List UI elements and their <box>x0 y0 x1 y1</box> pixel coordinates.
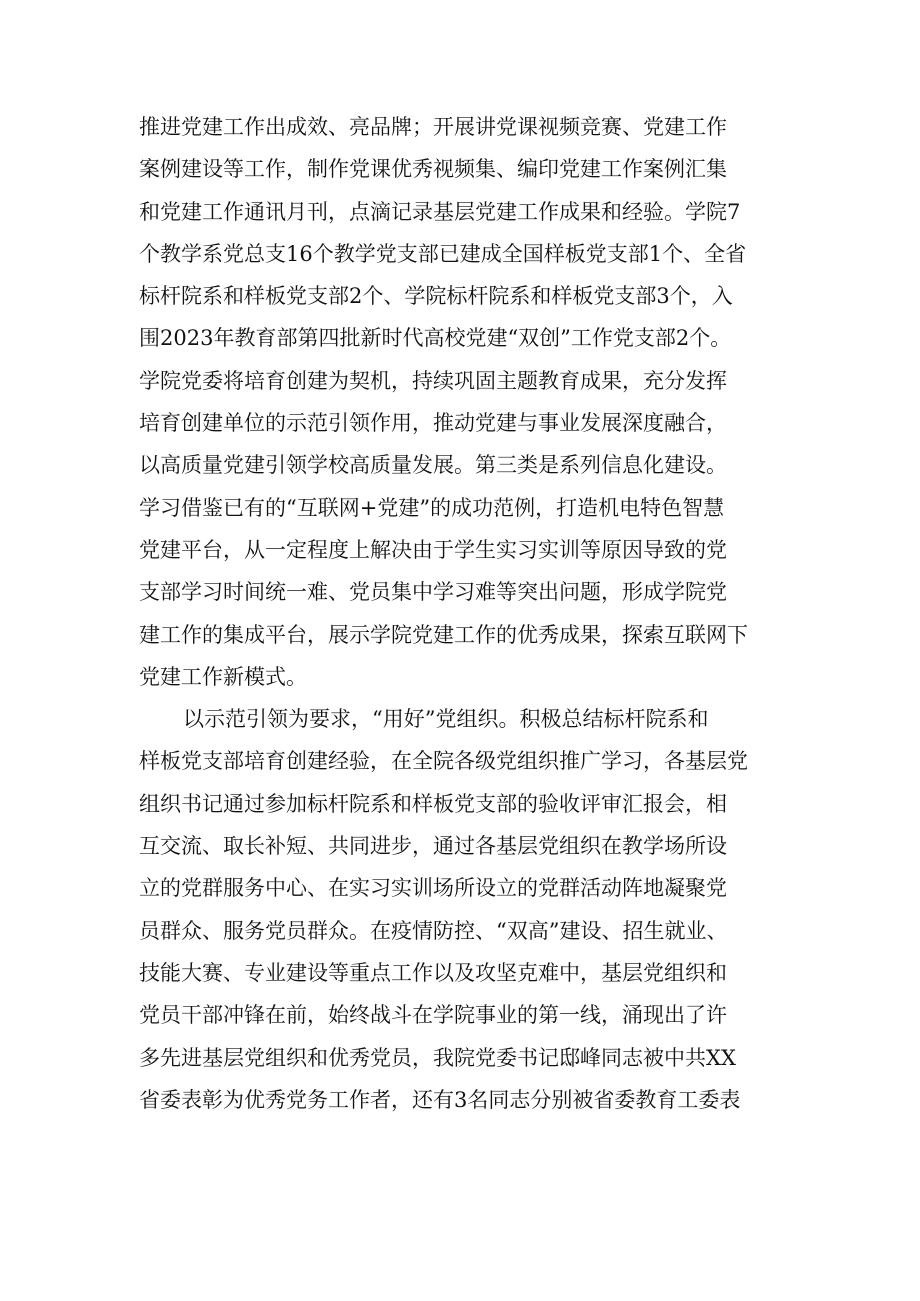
text-line: 技能大赛、专业建设等重点工作以及攻坚克难中，基层党组织和 <box>139 960 727 985</box>
text-line: 省委表彰为优秀党务工作者，还有3名同志分别被省委教育工委表 <box>139 1087 741 1112</box>
text-line: 标杆院系和样板党支部2个、学院标杆院系和样板党支部3个，入 <box>139 284 733 309</box>
text-line: 培育创建单位的示范引领作用，推动党建与事业发展深度融合， <box>139 411 727 436</box>
paragraph-2 <box>139 698 801 1121</box>
text-line: 和党建工作通讯月刊，点滴记录基层党建工作成果和经验。学院7 <box>139 199 741 224</box>
text-line: 学院党委将培育创建为契机，持续巩固主题教育成果，充分发挥 <box>139 368 727 393</box>
text-line: 组织书记通过参加标杆院系和样板党支部的验收评审汇报会，相 <box>139 791 727 816</box>
text-line: 党建工作新模式。 <box>139 664 307 689</box>
text-line: 个教学系党总支16个教学党支部已建成全国样板党支部1个、全省 <box>139 241 747 266</box>
text-line: 支部学习时间统一难、党员集中学习难等突出问题，形成学院党 <box>139 580 727 605</box>
text-line: 互交流、取长补短、共同进步，通过各基层党组织在教学场所设 <box>139 834 727 859</box>
text-line: 建工作的集成平台，展示学院党建工作的优秀成果，探索互联网下 <box>139 622 748 647</box>
text-line: 案例建设等工作，制作党课优秀视频集、编印党建工作案例汇集 <box>139 157 727 182</box>
text-line: 员群众、服务党员群众。在疫情防控、“双高”建设、招生就业、 <box>139 918 728 943</box>
text-line: 党建平台，从一定程度上解决由于学生实习实训等原因导致的党 <box>139 537 727 562</box>
text-line: 党员干部冲锋在前，始终战斗在学院事业的第一线，涌现出了许 <box>139 1003 727 1028</box>
text-line: 推进党建工作出成效、亮品牌；开展讲党课视频竞赛、党建工作 <box>139 115 727 139</box>
text-line: 学习借鉴已有的“互联网+党建”的成功范例，打造机电特色智慧 <box>139 495 725 520</box>
text-line-indented: 以示范引领为要求，“用好”党组织。积极总结标杆院系和 <box>183 707 709 732</box>
text-line: 围2023年教育部第四批新时代高校党建“双创”工作党支部2个。 <box>139 326 732 351</box>
text-line: 以高质量党建引领学校高质量发展。第三类是系列信息化建设。 <box>139 453 727 478</box>
text-line: 立的党群服务中心、在实习实训场所设立的党群活动阵地凝聚党 <box>139 876 727 901</box>
paragraph-1 <box>139 106 801 698</box>
document-body <box>139 106 801 1121</box>
text-line: 多先进基层党组织和优秀党员，我院党委书记邸峰同志被中共XX <box>139 1045 736 1070</box>
text-line: 样板党支部培育创建经验，在全院各级党组织推广学习，各基层党 <box>139 749 748 774</box>
